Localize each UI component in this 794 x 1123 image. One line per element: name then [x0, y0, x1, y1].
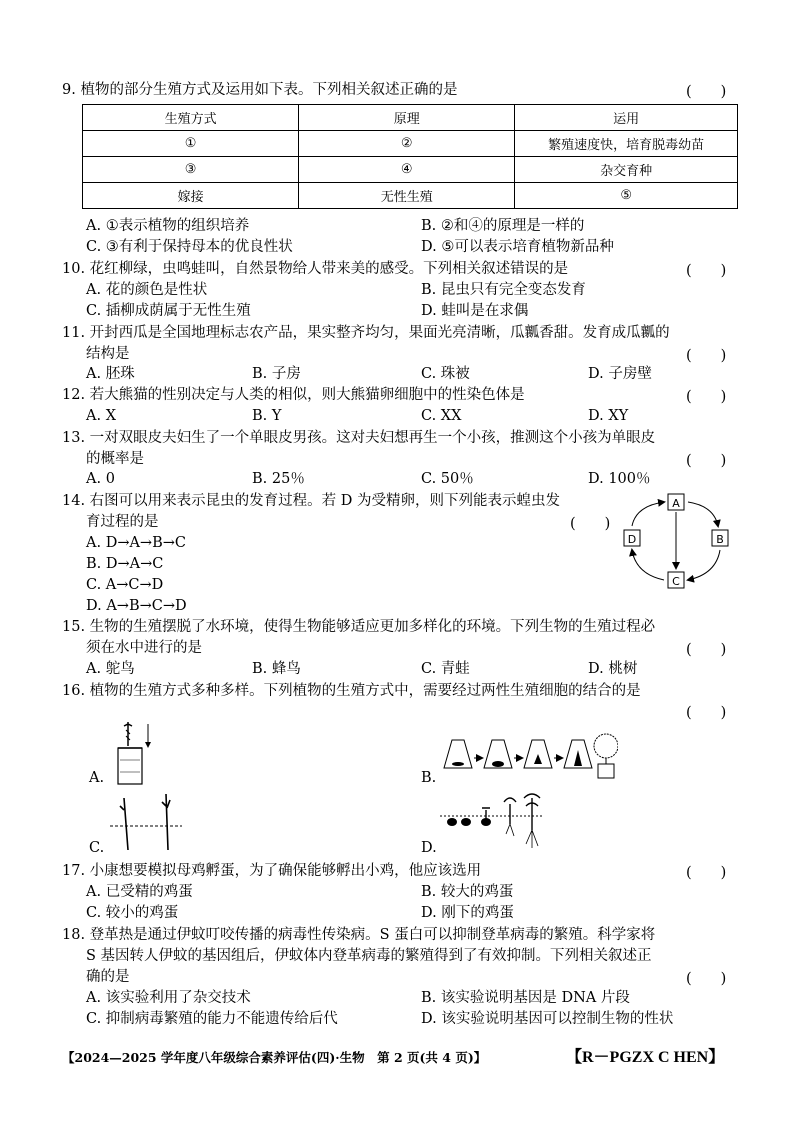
q10-option-a[interactable]: A. 花的颜色是性状 [86, 282, 208, 298]
q16-answer-blank: ( ) [686, 705, 727, 721]
q14-option-a[interactable]: A. D→A→B→C [86, 535, 186, 551]
q14-option-d[interactable]: D. A→B→C→D [86, 598, 187, 614]
table-cell: 无性生殖 [299, 183, 515, 209]
q15-option-b[interactable]: B. 蜂鸟 [252, 661, 301, 677]
stage-d-label: D [627, 533, 637, 546]
q10-option-c[interactable]: C. 插柳成荫属于无性生殖 [86, 303, 251, 319]
q17-answer-blank: ( ) [686, 865, 727, 881]
q9-reproduction-table [82, 104, 738, 209]
stage-b-label: B [716, 533, 724, 546]
q15-answer-blank: ( ) [686, 642, 727, 658]
q12-answer-blank: ( ) [686, 389, 727, 405]
q9-stem: 9. 植物的部分生殖方式及运用如下表。下列相关叙述正确的是 [62, 82, 458, 98]
q10-stem: 10. 花红柳绿，虫鸣蛙叫，自然景物给人带来美的感受。下列相关叙述错误的是 [62, 261, 569, 277]
q18-option-c[interactable]: C. 抑制病毒繁殖的能力不能遗传给后代 [86, 1011, 338, 1027]
table-header: 原理 [299, 105, 515, 131]
q18-answer-blank: ( ) [686, 971, 727, 987]
q16-option-c[interactable]: C. [89, 840, 105, 856]
q12-option-b[interactable]: B. Y [252, 408, 282, 424]
q9-option-d[interactable]: D. ⑤可以表示培育植物新品种 [421, 239, 614, 255]
q14-stem: 14. 右图可以用来表示昆虫的发育过程。若 D 为受精卵，则下列能表示蝗虫发 [62, 493, 561, 509]
table-cell: 嫁接 [83, 183, 299, 209]
table-cell: ② [299, 131, 515, 157]
exam-code: 【R－PGZX C HEN】 [566, 1049, 725, 1066]
q10-answer-blank: ( ) [686, 263, 727, 279]
q9-answer-blank: ( ) [686, 84, 727, 100]
table-cell: ① [83, 131, 299, 157]
seed-germination-illustration [438, 790, 548, 856]
table-cell: ③ [83, 157, 299, 183]
q13-answer-blank: ( ) [686, 453, 727, 469]
stage-a-label: A [672, 497, 680, 510]
table-cell: 杂交育种 [515, 157, 738, 183]
q9-option-a[interactable]: A. ①表示植物的组织培养 [86, 218, 250, 234]
q12-option-c[interactable]: C. XX [421, 408, 462, 424]
q13-stem: 13. 一对双眼皮夫妇生了一个单眼皮男孩。这对夫妇想再生一个小孩，推测这个小孩为单眼皮 [62, 430, 656, 446]
q9-option-c[interactable]: C. ③有利于保持母本的优良性状 [86, 239, 293, 255]
q11-option-b[interactable]: B. 子房 [252, 366, 301, 382]
q18-stem-cont2: 确的是 [86, 969, 130, 985]
q14-stem-cont: 育过程的是 [86, 514, 159, 530]
q16-option-a[interactable]: A. [89, 770, 105, 786]
q12-option-d[interactable]: D. XY [588, 408, 629, 424]
q11-stem-cont: 结构是 [86, 346, 130, 362]
q11-option-a[interactable]: A. 胚珠 [86, 366, 135, 382]
q11-answer-blank: ( ) [686, 348, 727, 364]
q13-option-a[interactable]: A. 0 [86, 471, 115, 487]
q11-option-c[interactable]: C. 珠被 [421, 366, 470, 382]
q13-option-b[interactable]: B. 25％ [252, 471, 305, 487]
q16-option-d[interactable]: D. [421, 840, 437, 856]
table-header: 生殖方式 [83, 105, 299, 131]
q14-answer-blank: ( ) [570, 516, 611, 532]
q17-option-d[interactable]: D. 刚下的鸡蛋 [421, 905, 514, 921]
q18-stem: 18. 登革热是通过伊蚊叮咬传播的病毒性传染病。S 蛋白可以抑制登革病毒的繁殖。科学家将 [62, 927, 656, 943]
q15-stem: 15. 生物的生殖摆脱了水环境，使得生物能够适应更加多样化的环境。下列生物的生殖过程必 [62, 619, 656, 635]
q11-stem: 11. 开封西瓜是全国地理标志农产品，果实整齐均匀，果面光亮清晰，瓜瓤香甜。发育成瓜瓤的 [62, 325, 670, 341]
q14-option-c[interactable]: C. A→C→D [86, 577, 164, 593]
page-footer: 【2024—2025 学年度八年级综合素养评估(四)·生物 第 2 页(共 4 页)】 [62, 1050, 487, 1065]
q18-option-d[interactable]: D. 该实验说明基因可以控制生物的性状 [421, 1011, 674, 1027]
q10-option-d[interactable]: D. 蛙叫是在求偶 [421, 303, 529, 319]
tissue-culture-illustration [438, 720, 618, 786]
q18-stem-cont: S 基因转人伊蚊的基因组后，伊蚊体内登革病毒的繁殖得到了有效抑制。下列相关叙述正 [86, 948, 652, 964]
q14-option-b[interactable]: B. D→A→C [86, 556, 164, 572]
q15-option-a[interactable]: A. 鸵鸟 [86, 661, 135, 677]
q15-option-d[interactable]: D. 桃树 [588, 661, 638, 677]
table-header: 运用 [515, 105, 738, 131]
q11-option-d[interactable]: D. 子房壁 [588, 366, 652, 382]
grafting-illustration [106, 720, 166, 786]
q17-option-c[interactable]: C. 较小的鸡蛋 [86, 905, 179, 921]
table-cell: 繁殖速度快，培育脱毒幼苗 [515, 131, 738, 157]
stage-c-label: C [672, 575, 680, 588]
q17-option-a[interactable]: A. 已受精的鸡蛋 [86, 884, 193, 900]
q17-option-b[interactable]: B. 较大的鸡蛋 [421, 884, 514, 900]
table-cell: ④ [299, 157, 515, 183]
q15-option-c[interactable]: C. 青蛙 [421, 661, 470, 677]
q15-stem-cont: 须在水中进行的是 [86, 640, 202, 656]
q16-stem: 16. 植物的生殖方式多种多样。下列植物的生殖方式中，需要经过两性生殖细胞的结合的是 [62, 683, 641, 699]
q18-option-b[interactable]: B. 该实验说明基因是 DNA 片段 [421, 990, 630, 1006]
q18-option-a[interactable]: A. 该实验利用了杂交技术 [86, 990, 251, 1006]
q13-option-d[interactable]: D. 100％ [588, 471, 651, 487]
q13-stem-cont: 的概率是 [86, 451, 144, 467]
q17-stem: 17. 小康想要模拟母鸡孵蛋，为了确保能够孵出小鸡，他应该选用 [62, 863, 482, 879]
q16-option-b[interactable]: B. [421, 770, 437, 786]
insect-development-cycle-diagram [618, 488, 742, 598]
q13-option-c[interactable]: C. 50％ [421, 471, 474, 487]
table-cell: ⑤ [515, 183, 738, 209]
q9-option-b[interactable]: B. ②和④的原理是一样的 [421, 218, 585, 234]
q12-stem: 12. 若大熊猫的性别决定与人类的相似，则大熊猫卵细胞中的性染色体是 [62, 387, 525, 403]
q10-option-b[interactable]: B. 昆虫只有完全变态发育 [421, 282, 586, 298]
q12-option-a[interactable]: A. X [86, 408, 117, 424]
cutting-illustration [106, 790, 186, 856]
